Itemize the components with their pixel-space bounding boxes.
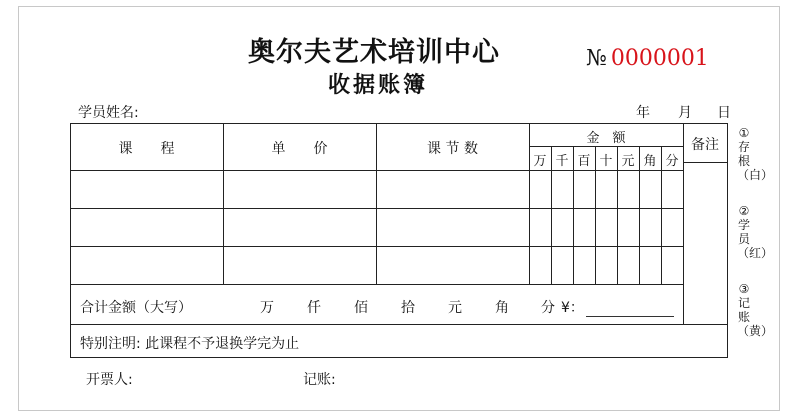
total-unit: 分 [541, 300, 555, 316]
month-label: 月 [678, 105, 692, 121]
header-lessons: 课 节 数 [427, 141, 478, 157]
amount-unit: 十 [599, 154, 613, 169]
header-remark: 备注 [691, 137, 719, 153]
total-unit: 角 [495, 300, 509, 316]
document-subtitle: 收据账簿 [328, 72, 429, 98]
student-name-label: 学员姓名: [78, 105, 139, 121]
amount-unit: 千 [555, 154, 569, 169]
copy-label-stub: ①存根（白） [737, 126, 774, 182]
total-amount-label: 合计金额（大写） [80, 300, 192, 316]
total-unit: 万 [260, 300, 274, 316]
yen-amount-line [586, 316, 674, 317]
serial-prefix: № [586, 46, 607, 71]
total-unit: 元 [448, 300, 462, 316]
yen-label: ¥： [561, 300, 584, 316]
bookkeeper-label: 记账: [303, 372, 336, 388]
amount-unit: 角 [643, 154, 657, 169]
issuer-label: 开票人: [86, 372, 133, 388]
total-unit: 拾 [401, 300, 415, 316]
total-unit: 仟 [307, 300, 321, 316]
header-price: 单 价 [271, 141, 328, 157]
amount-unit: 万 [533, 154, 547, 169]
serial-digits: 0000001 [610, 46, 709, 71]
special-note: 特别注明: 此课程不予退换学完为止 [80, 336, 300, 352]
copy-label-bookkeeping: ③记账（黄） [737, 282, 774, 338]
total-unit: 佰 [354, 300, 368, 316]
copy-label-student: ②学员（红） [737, 204, 774, 260]
amount-unit: 分 [665, 154, 679, 169]
amount-unit: 百 [577, 154, 591, 169]
header-amount: 金 额 [586, 131, 626, 146]
header-course: 课 程 [118, 141, 175, 157]
organization-title: 奥尔夫艺术培训中心 [248, 37, 500, 68]
day-label: 日 [717, 105, 731, 121]
amount-unit: 元 [621, 154, 635, 169]
year-label: 年 [636, 105, 650, 121]
